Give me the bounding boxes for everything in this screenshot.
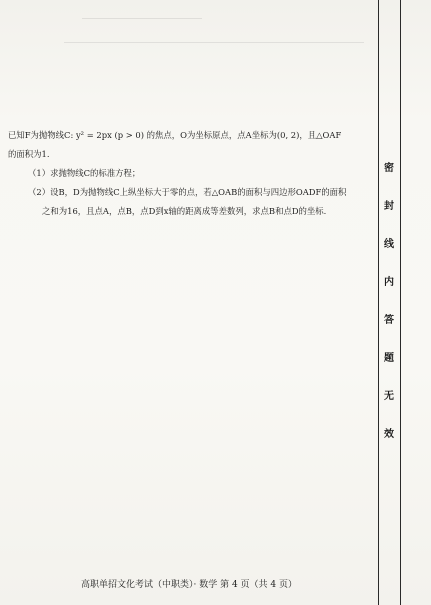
question-part-1: [8, 164, 378, 183]
bleed-through-line: [64, 42, 364, 57]
binding-char: 内: [384, 277, 394, 288]
part-2-text-2: 之和为16，且点A，点B，点D到x轴的距离成等差数列，求点B和点D的坐标.: [42, 206, 327, 216]
bleed-through-mark: [82, 8, 202, 19]
binding-char: 密: [384, 163, 394, 174]
binding-char: 无: [384, 391, 394, 402]
question-stem-text-2: 的面积为1.: [8, 149, 50, 159]
part-2-text-1: （2）设B，D为抛物线C上纵坐标大于零的点，若△OAB的面积与四边形OADF的面积: [28, 187, 347, 197]
binding-line-outer: [400, 0, 401, 605]
binding-char: 答: [384, 315, 394, 326]
question-stem-text: 已知F为抛物线C: y² = 2px (p > 0) 的焦点，O为坐标原点，点A坐标为(0, 2)，且△OAF: [8, 130, 342, 140]
binding-char: 题: [384, 353, 394, 364]
question-16: [8, 126, 378, 221]
binding-char: 封: [384, 201, 394, 212]
binding-char: 线: [384, 239, 394, 250]
binding-char: 效: [384, 429, 394, 440]
page-footer: 高职单招文化考试（中职类）· 数学 第 4 页（共 4 页）: [81, 580, 297, 590]
question-stem-line-1: [8, 126, 378, 145]
binding-warning-text: [379, 150, 399, 454]
binding-strip: [378, 0, 431, 605]
question-part-2-line-1: [8, 183, 378, 202]
question-stem-line-2: [8, 145, 378, 164]
question-part-2-line-2: [8, 202, 378, 221]
part-1-text: （1）求抛物线C的标准方程；: [28, 168, 141, 178]
